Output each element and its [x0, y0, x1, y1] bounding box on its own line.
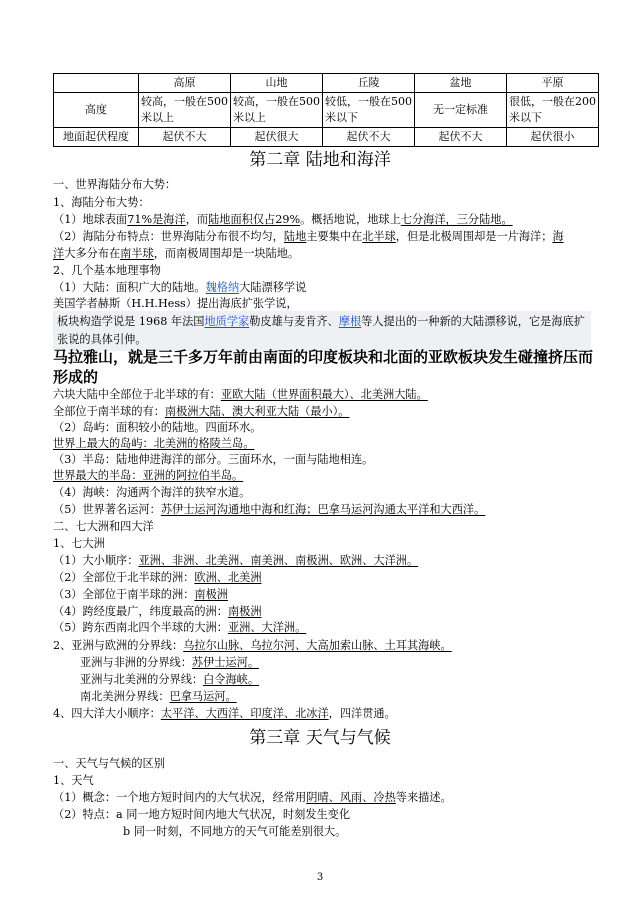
paragraph-weather-feature-b: b 同一时刻，不同地方的天气可能差别很大。: [123, 825, 347, 838]
paragraph-island: （2）岛屿：面积较小的陆地。四面环水。: [53, 421, 262, 434]
table-cell: 起伏不大: [139, 128, 231, 147]
himalaya-paragraph: 马拉雅山，就是三千多万年前由南面的印度板块和北面的亚欧板块发生碰撞挤压而形成的: [53, 348, 594, 386]
table-cell: 较低，一般在500米以下: [323, 93, 415, 128]
paragraph-land-sea-ratio: （1）地球表面71%是海洋，而陆地面积仅占29%。概括地说，地球上七分海洋，三分陆地。: [53, 213, 513, 226]
paragraph-asia-north-america: 亚洲与北美洲的分界线：白令海峡。: [80, 673, 260, 686]
paragraph-southern-continents-all: （3）全部位于南半球的洲：南极洲: [53, 588, 228, 601]
paragraph-peninsula: （3）半岛：陆地伸进海洋的部分。三面环水，一面与陆地相连。: [53, 453, 374, 466]
paragraph-continent: （1）大陆：面积广大的陆地。魏格纳大陆漂移学说: [53, 281, 307, 294]
plate-tectonics-box: 板块构造学说是 1968 年法国地质学家勒皮雄与麦肯齐、摩根等人提出的一种新的大陆漂移说，它是海底扩张说的具体引伸。: [53, 311, 591, 351]
chapter-3-title: 第三章 天气与气候: [249, 728, 391, 748]
table-header-cell: 丘陵: [323, 74, 415, 93]
paragraph-asia-africa: 亚洲与非洲的分界线：苏伊士运河。: [80, 656, 260, 669]
geologist-link[interactable]: 地质学家: [204, 315, 250, 328]
table-row-label: 高度: [54, 93, 139, 128]
table-header-cell: 山地: [231, 74, 323, 93]
table-cell: 起伏很大: [231, 128, 323, 147]
chapter-2-title: 第二章 陆地和海洋: [249, 150, 391, 170]
subsection-heading: 1、七大洲: [53, 537, 105, 550]
paragraph-four-oceans: 4、四大洋大小顺序：太平洋、大西洋、印度洋、北冰洋，四洋贯通。: [53, 707, 396, 720]
terrain-table: [53, 73, 599, 147]
section-heading: 一、天气与气候的区别: [53, 757, 165, 770]
paragraph-asia-europe: 2、亚洲与欧洲的分界线：乌拉尔山脉、乌拉尔河、大高加索山脉、土耳其海峡。: [53, 639, 452, 652]
paragraph-hess: 美国学者赫斯（H.H.Hess）提出海底扩张学说，: [53, 297, 298, 310]
paragraph-distribution-cont: 洋大多分布在南半球，而南极周围却是一块陆地。: [53, 247, 300, 260]
subsection-heading: 1、天气: [53, 774, 94, 787]
paragraph-canals: （5）世界著名运河：苏伊士运河沟通地中海和红海；巴拿马运河沟通太平洋和大西洋。: [53, 503, 486, 516]
table-cell: 起伏不大: [323, 128, 415, 147]
page-number: 3: [316, 872, 324, 883]
paragraph-widest-longitude: （4）跨经度最广，纬度最高的洲：南极洲: [53, 605, 262, 618]
paragraph-strait: （4）海峡：沟通两个海洋的狭窄水道。: [53, 486, 251, 499]
table-cell: 无一定标准: [415, 93, 507, 128]
table-header-cell: 平原: [507, 74, 599, 93]
table-header-cell: 盆地: [415, 74, 507, 93]
table-header-cell: 高原: [139, 74, 231, 93]
table-cell: 较高，一般在500米以上: [231, 93, 323, 128]
table-row: [54, 128, 599, 147]
paragraph-largest-peninsula: 世界最大的半岛：亚洲的阿拉伯半岛。: [53, 469, 244, 482]
subsection-heading: 2、几个基本地理事物: [53, 264, 161, 277]
wegener-link[interactable]: 魏格纳: [205, 281, 240, 294]
section-heading: 一、世界海陆分布大势：: [53, 178, 177, 191]
paragraph-largest-island: 世界上最大的岛屿：北美洲的格陵兰岛。: [53, 437, 255, 450]
table-cell: 很低，一般在200米以下: [507, 93, 599, 128]
section-heading: 二、七大洲和四大洋: [53, 520, 154, 533]
paragraph-northern-continents-all: （2）全部位于北半球的洲：欧洲、北美洲: [53, 571, 262, 584]
paragraph-southern-continents: 全部位于南半球的有：南极洲大陆、澳大利亚大陆（最小）。: [53, 405, 350, 418]
paragraph-four-hemispheres: （5）跨东西南北四个半球的大洲：亚洲、大洋洲。: [53, 621, 307, 634]
table-header-cell: [54, 74, 139, 93]
table-header-row: [54, 74, 599, 93]
subsection-heading: 1、海陆分布大势：: [53, 196, 150, 209]
paragraph-weather-concept: （1）概念：一个地方短时间内的大气状况，经常用阴晴、风雨、冷热等来描述。: [53, 791, 452, 804]
table-cell: 较高，一般在500米以上: [139, 93, 231, 128]
table-cell: 起伏很小: [507, 128, 599, 147]
morgan-link[interactable]: 摩根: [338, 315, 362, 328]
table-cell: 起伏不大: [415, 128, 507, 147]
table-row-label: 地面起伏程度: [54, 128, 139, 147]
table-row: [54, 93, 599, 128]
paragraph-americas: 南北美洲分界线：巴拿马运河。: [80, 690, 237, 703]
paragraph-weather-feature-a: （2）特点：a 同一地方短时间内地大气状况，时刻发生变化: [53, 808, 351, 821]
paragraph-distribution-features: （2）海陆分布特点：世界海陆分布很不均匀，陆地主要集中在北半球，但是北极周围却是一片海洋；海: [53, 230, 564, 243]
paragraph-size-order: （1）大小顺序：亚洲、非洲、北美洲、南美洲、南极洲、欧洲、大洋洲。: [53, 554, 419, 567]
paragraph-northern-continents: 六块大陆中全部位于北半球的有：亚欧大陆（世界面积最大）、北美洲大陆。: [53, 388, 428, 401]
